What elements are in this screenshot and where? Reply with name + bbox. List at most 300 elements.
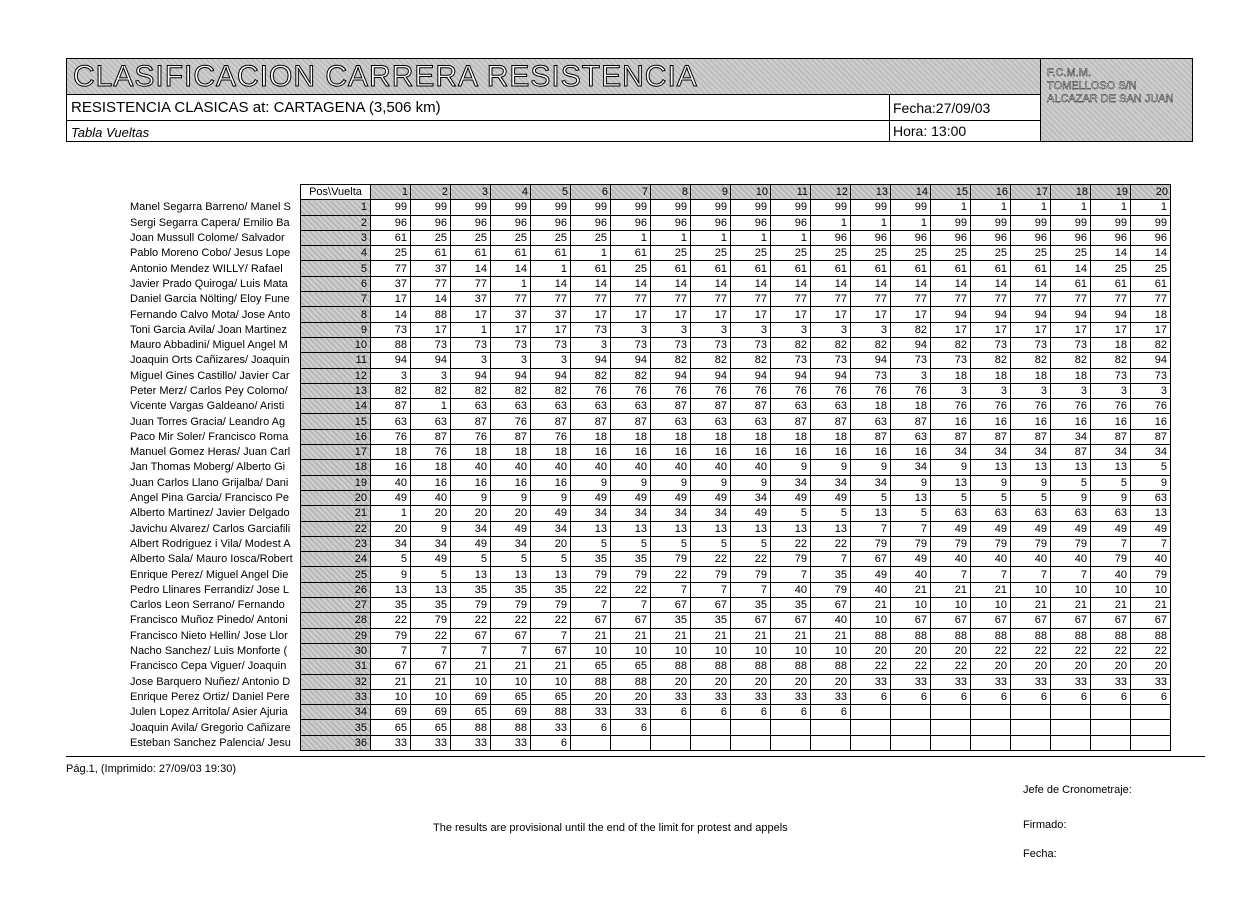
lap-cell: 3 — [651, 322, 691, 337]
lap-cell: 16 — [931, 414, 971, 429]
lap-cell — [1131, 720, 1171, 735]
lap-cell: 22 — [731, 552, 771, 567]
lap-cell: 22 — [371, 613, 411, 628]
lap-cell: 5 — [971, 490, 1011, 505]
lap-cell — [1051, 735, 1091, 750]
lap-cell: 94 — [731, 368, 771, 383]
lap-cell: 7 — [931, 567, 971, 582]
table-row — [130, 598, 1171, 613]
lap-cell: 69 — [491, 705, 531, 720]
lap-cell: 40 — [491, 460, 531, 475]
lap-cell: 65 — [371, 720, 411, 735]
table-row — [130, 628, 1171, 643]
lap-cell: 61 — [571, 261, 611, 276]
lap-cell: 20 — [371, 521, 411, 536]
lap-cell: 34 — [531, 521, 571, 536]
lap-cell: 67 — [771, 613, 811, 628]
lap-cell — [1051, 720, 1091, 735]
lap-cell: 63 — [1091, 506, 1131, 521]
lap-cell: 76 — [851, 383, 891, 398]
lap-cell: 94 — [491, 368, 531, 383]
lap-cell: 18 — [1091, 337, 1131, 352]
lap-cell: 20 — [931, 643, 971, 658]
rider-names: Francisco Nieto Hellin/ Jose Llor — [130, 629, 288, 642]
lap-cell: 96 — [851, 230, 891, 245]
lap-cell: 87 — [851, 429, 891, 444]
lap-cell: 14 — [891, 276, 931, 291]
lap-cell: 9 — [891, 475, 931, 490]
table-row — [130, 414, 1171, 429]
lap-cell: 82 — [1051, 353, 1091, 368]
lap-cell: 7 — [971, 567, 1011, 582]
lap-cell: 82 — [651, 353, 691, 368]
lap-cell: 61 — [1091, 276, 1131, 291]
lap-cell: 16 — [731, 445, 771, 460]
lap-cell: 6 — [1091, 689, 1131, 704]
lap-cell: 40 — [451, 460, 491, 475]
lap-cell: 18 — [371, 445, 411, 460]
lap-cell: 77 — [771, 292, 811, 307]
lap-cell: 40 — [411, 490, 451, 505]
lap-cell: 99 — [1131, 215, 1171, 230]
header-divider — [67, 94, 1040, 95]
lap-cell: 96 — [571, 215, 611, 230]
lap-cell: 1 — [731, 230, 771, 245]
lap-cell: 67 — [971, 613, 1011, 628]
lap-cell: 94 — [411, 353, 451, 368]
lap-cell: 17 — [811, 307, 851, 322]
lap-cell: 99 — [1011, 215, 1051, 230]
lap-cell: 18 — [651, 429, 691, 444]
lap-cell: 13 — [691, 521, 731, 536]
lap-cell: 82 — [811, 337, 851, 352]
lap-cell: 13 — [971, 460, 1011, 475]
lap-cell: 73 — [811, 353, 851, 368]
lap-cell: 40 — [651, 460, 691, 475]
lap-cell: 67 — [1051, 613, 1091, 628]
lap-cell: 76 — [771, 383, 811, 398]
position-cell: 16 — [301, 429, 371, 444]
lap-cell: 87 — [1011, 429, 1051, 444]
lap-cell: 7 — [771, 567, 811, 582]
position-cell: 3 — [301, 230, 371, 245]
lap-cell: 87 — [811, 414, 851, 429]
lap-cell: 9 — [731, 475, 771, 490]
lap-cell: 88 — [931, 628, 971, 643]
lap-cell: 6 — [771, 705, 811, 720]
lap-cell: 6 — [1051, 689, 1091, 704]
lap-cell: 82 — [531, 383, 571, 398]
pos-lap-header: Pos\Vuelta — [301, 185, 371, 200]
print-info: Pág.1, (Imprimido: 27/09/03 19:30) — [66, 763, 236, 775]
lap-cell: 17 — [891, 307, 931, 322]
lap-cell: 13 — [611, 521, 651, 536]
lap-cell: 6 — [931, 689, 971, 704]
lap-cell: 16 — [1011, 414, 1051, 429]
lap-cell: 79 — [531, 598, 571, 613]
lap-cell: 35 — [571, 552, 611, 567]
position-cell: 8 — [301, 307, 371, 322]
lap-cell: 99 — [651, 200, 691, 215]
lap-cell: 34 — [811, 475, 851, 490]
lap-cell: 14 — [531, 276, 571, 291]
lap-cell: 67 — [691, 598, 731, 613]
lap-cell: 76 — [371, 429, 411, 444]
lap-cell: 77 — [1131, 292, 1171, 307]
lap-cell: 33 — [931, 674, 971, 689]
lap-cell: 1 — [371, 506, 411, 521]
lap-cell: 77 — [1051, 292, 1091, 307]
lap-cell: 6 — [811, 705, 851, 720]
lap-cell: 17 — [371, 292, 411, 307]
lap-cell: 73 — [931, 353, 971, 368]
lap-cell: 9 — [931, 460, 971, 475]
lap-header: 8 — [651, 185, 691, 200]
lap-cell: 1 — [411, 399, 451, 414]
lap-cell: 18 — [1131, 307, 1171, 322]
table-row — [130, 215, 1171, 230]
position-cell: 22 — [301, 521, 371, 536]
position-cell: 32 — [301, 674, 371, 689]
lap-cell: 22 — [691, 552, 731, 567]
lap-cell: 7 — [1011, 567, 1051, 582]
lap-cell: 79 — [731, 567, 771, 582]
lap-cell: 16 — [491, 475, 531, 490]
lap-cell: 17 — [451, 307, 491, 322]
lap-cell: 16 — [1131, 414, 1171, 429]
rider-names: Jose Barquero Nuñez/ Antonio D — [130, 675, 291, 688]
lap-cell: 20 — [771, 674, 811, 689]
lap-cell: 1 — [1091, 200, 1131, 215]
position-cell: 33 — [301, 689, 371, 704]
lap-cell: 9 — [851, 460, 891, 475]
lap-cell: 9 — [1131, 475, 1171, 490]
lap-cell: 17 — [1051, 322, 1091, 337]
lap-cell: 73 — [531, 337, 571, 352]
lap-header: 2 — [411, 185, 451, 200]
table-row — [130, 399, 1171, 414]
position-cell: 4 — [301, 246, 371, 261]
lap-cell: 17 — [611, 307, 651, 322]
lap-cell: 18 — [851, 399, 891, 414]
lap-cell: 63 — [731, 414, 771, 429]
lap-cell: 25 — [851, 246, 891, 261]
lap-cell: 73 — [1091, 368, 1131, 383]
lap-cell: 3 — [1011, 383, 1051, 398]
rider-names: Joan Mussull Colome/ Salvador — [130, 232, 285, 245]
lap-cell: 76 — [1131, 399, 1171, 414]
lap-cell: 35 — [491, 582, 531, 597]
lap-cell: 3 — [931, 383, 971, 398]
position-cell: 15 — [301, 414, 371, 429]
lap-header: 10 — [731, 185, 771, 200]
lap-cell: 88 — [771, 659, 811, 674]
lap-cell: 9 — [451, 490, 491, 505]
rider-names: Alberto Martinez/ Javier Delgado — [130, 507, 290, 520]
lap-cell: 67 — [931, 613, 971, 628]
lap-cell: 14 — [1051, 261, 1091, 276]
event-name: RESISTENCIA CLASICAS at: CARTAGENA (3,506 km) — [71, 99, 441, 116]
position-cell: 18 — [301, 460, 371, 475]
lap-cell: 49 — [451, 536, 491, 551]
lap-cell: 96 — [1091, 230, 1131, 245]
organizer-line: ALCAZAR DE SAN JUAN — [1047, 93, 1174, 105]
lap-cell: 63 — [651, 414, 691, 429]
lap-cell: 49 — [491, 521, 531, 536]
lap-cell: 61 — [891, 261, 931, 276]
lap-cell: 13 — [451, 567, 491, 582]
lap-cell: 49 — [611, 490, 651, 505]
lap-cell: 34 — [1131, 445, 1171, 460]
lap-cell: 76 — [651, 383, 691, 398]
report-header — [66, 58, 1193, 142]
lap-cell: 94 — [1131, 353, 1171, 368]
lap-cell: 77 — [1011, 292, 1051, 307]
lap-cell: 94 — [771, 368, 811, 383]
lap-cell — [651, 720, 691, 735]
lap-cell: 5 — [451, 552, 491, 567]
rider-names: Pablo Moreno Cobo/ Jesus Lope — [130, 247, 291, 260]
lap-cell: 49 — [771, 490, 811, 505]
lap-cell: 88 — [1051, 628, 1091, 643]
lap-cell: 40 — [1091, 567, 1131, 582]
lap-cell: 18 — [691, 429, 731, 444]
lap-cell: 34 — [931, 445, 971, 460]
table-row — [130, 276, 1171, 291]
position-cell: 30 — [301, 643, 371, 658]
organizer-line: F.C.M.M. — [1047, 67, 1091, 79]
lap-cell: 20 — [1011, 659, 1051, 674]
lap-cell: 67 — [1131, 613, 1171, 628]
table-row — [130, 689, 1171, 704]
lap-cell: 77 — [451, 276, 491, 291]
lap-cell: 63 — [771, 399, 811, 414]
lap-cell: 88 — [611, 674, 651, 689]
lap-cell: 9 — [531, 490, 571, 505]
lap-cell — [931, 705, 971, 720]
lap-cell: 79 — [451, 598, 491, 613]
lap-cell: 3 — [611, 322, 651, 337]
lap-cell — [891, 735, 931, 750]
lap-cell — [1011, 735, 1051, 750]
lap-cell: 9 — [1011, 475, 1051, 490]
lap-cell: 99 — [851, 200, 891, 215]
lap-cell: 87 — [651, 399, 691, 414]
lap-cell: 25 — [691, 246, 731, 261]
lap-cell: 76 — [971, 399, 1011, 414]
rider-names: Enrique Perez/ Miguel Angel Die — [130, 568, 289, 581]
lap-cell: 9 — [571, 475, 611, 490]
lap-cell: 67 — [851, 552, 891, 567]
lap-cell: 88 — [971, 628, 1011, 643]
table-row — [130, 292, 1171, 307]
lap-cell: 77 — [851, 292, 891, 307]
lap-cell: 33 — [531, 720, 571, 735]
lap-cell: 34 — [571, 506, 611, 521]
lap-cell: 40 — [531, 460, 571, 475]
lap-cell: 76 — [691, 383, 731, 398]
lap-cell: 22 — [851, 659, 891, 674]
lap-cell: 25 — [651, 246, 691, 261]
lap-cell: 16 — [771, 445, 811, 460]
organizer-box — [1040, 59, 1192, 141]
lap-cell: 33 — [1131, 674, 1171, 689]
lap-cell: 61 — [971, 261, 1011, 276]
lap-cell — [1131, 705, 1171, 720]
lap-cell: 6 — [611, 720, 651, 735]
position-cell: 10 — [301, 337, 371, 352]
lap-cell: 6 — [971, 689, 1011, 704]
lap-cell: 17 — [851, 307, 891, 322]
lap-cell: 10 — [651, 643, 691, 658]
lap-cell — [811, 735, 851, 750]
rider-names: Pedro Llinares Ferrandiz/ Jose L — [130, 583, 289, 596]
lap-cell: 18 — [771, 429, 811, 444]
lap-cell: 99 — [1051, 215, 1091, 230]
lap-cell: 82 — [1011, 353, 1051, 368]
lap-cell: 61 — [651, 261, 691, 276]
lap-cell: 10 — [811, 643, 851, 658]
lap-cell: 94 — [651, 368, 691, 383]
lap-cell: 20 — [851, 643, 891, 658]
lap-cell: 77 — [931, 292, 971, 307]
lap-cell: 49 — [971, 521, 1011, 536]
rider-names: Alberto Sala/ Mauro Iosca/Robert — [130, 553, 293, 566]
lap-cell: 5 — [651, 536, 691, 551]
lap-cell: 10 — [731, 643, 771, 658]
lap-cell: 63 — [931, 506, 971, 521]
lap-cell: 99 — [371, 200, 411, 215]
lap-cell: 10 — [1091, 582, 1131, 597]
rider-names: Toni Garcia Avila/ Joan Martinez — [130, 323, 287, 336]
lap-cell: 10 — [851, 613, 891, 628]
lap-cell: 40 — [771, 582, 811, 597]
lap-cell: 9 — [1051, 490, 1091, 505]
lap-cell: 13 — [1011, 460, 1051, 475]
lap-cell: 14 — [731, 276, 771, 291]
table-row — [130, 567, 1171, 582]
lap-cell: 21 — [571, 628, 611, 643]
lap-cell: 18 — [451, 445, 491, 460]
lap-cell: 33 — [651, 689, 691, 704]
lap-cell: 9 — [771, 460, 811, 475]
lap-cell: 88 — [1011, 628, 1051, 643]
lap-cell: 67 — [571, 613, 611, 628]
position-cell: 35 — [301, 720, 371, 735]
lap-cell — [651, 735, 691, 750]
lap-cell: 20 — [811, 674, 851, 689]
lap-cell: 5 — [371, 552, 411, 567]
lap-cell: 63 — [891, 429, 931, 444]
lap-cell: 7 — [1051, 567, 1091, 582]
lap-cell: 16 — [531, 475, 571, 490]
lap-cell: 35 — [611, 552, 651, 567]
rider-names: Mauro Abbadini/ Miguel Angel M — [130, 339, 288, 352]
lap-cell: 77 — [731, 292, 771, 307]
lap-cell: 82 — [371, 383, 411, 398]
lap-cell: 73 — [651, 337, 691, 352]
table-row — [130, 429, 1171, 444]
lap-header: 5 — [531, 185, 571, 200]
lap-cell: 14 — [691, 276, 731, 291]
table-row — [130, 383, 1171, 398]
lap-header: 14 — [891, 185, 931, 200]
table-body — [130, 200, 1171, 751]
event-date: Fecha:27/09/03 — [893, 100, 991, 116]
lap-cell: 67 — [531, 643, 571, 658]
lap-header: 4 — [491, 185, 531, 200]
lap-cell: 21 — [1131, 598, 1171, 613]
lap-cell: 33 — [1091, 674, 1131, 689]
lap-cell: 79 — [491, 598, 531, 613]
lap-cell: 61 — [371, 230, 411, 245]
lap-cell — [811, 720, 851, 735]
lap-cell — [931, 720, 971, 735]
lap-cell: 35 — [411, 598, 451, 613]
lap-cell: 17 — [491, 322, 531, 337]
lap-cell: 7 — [1091, 536, 1131, 551]
lap-cell: 3 — [771, 322, 811, 337]
lap-cell: 34 — [691, 506, 731, 521]
lap-cell: 76 — [891, 383, 931, 398]
table-row — [130, 322, 1171, 337]
lap-cell: 16 — [1051, 414, 1091, 429]
lap-cell: 33 — [411, 735, 451, 750]
lap-cell: 16 — [651, 445, 691, 460]
lap-cell: 13 — [931, 475, 971, 490]
lap-cell: 88 — [651, 659, 691, 674]
lap-cell: 87 — [491, 429, 531, 444]
lap-cell: 21 — [691, 628, 731, 643]
table-row — [130, 552, 1171, 567]
lap-cell: 82 — [611, 368, 651, 383]
lap-cell: 96 — [931, 230, 971, 245]
lap-cell: 21 — [491, 659, 531, 674]
lap-cell — [851, 735, 891, 750]
lap-cell: 25 — [531, 230, 571, 245]
lap-cell: 25 — [771, 246, 811, 261]
lap-cell: 17 — [651, 307, 691, 322]
lap-cell: 6 — [1131, 689, 1171, 704]
lap-cell: 88 — [851, 628, 891, 643]
lap-cell: 21 — [931, 582, 971, 597]
table-row — [130, 506, 1171, 521]
lap-cell: 49 — [851, 567, 891, 582]
lap-cell: 21 — [1091, 598, 1131, 613]
lap-cell: 1 — [811, 215, 851, 230]
lap-cell: 20 — [571, 689, 611, 704]
lap-cell: 73 — [1011, 337, 1051, 352]
lap-cell: 94 — [851, 353, 891, 368]
lap-cell: 63 — [1011, 506, 1051, 521]
lap-cell: 94 — [691, 368, 731, 383]
position-cell: 34 — [301, 705, 371, 720]
lap-cell: 99 — [531, 200, 571, 215]
lap-cell: 76 — [411, 445, 451, 460]
table-row — [130, 368, 1171, 383]
lap-header: 7 — [611, 185, 651, 200]
lap-cell: 9 — [651, 475, 691, 490]
lap-cell: 79 — [1091, 552, 1131, 567]
lap-cell — [891, 705, 931, 720]
table-row — [130, 353, 1171, 368]
lap-header: 17 — [1011, 185, 1051, 200]
lap-cell: 40 — [891, 567, 931, 582]
lap-cell: 13 — [771, 521, 811, 536]
lap-cell: 25 — [891, 246, 931, 261]
lap-cell: 22 — [651, 567, 691, 582]
lap-cell: 14 — [611, 276, 651, 291]
